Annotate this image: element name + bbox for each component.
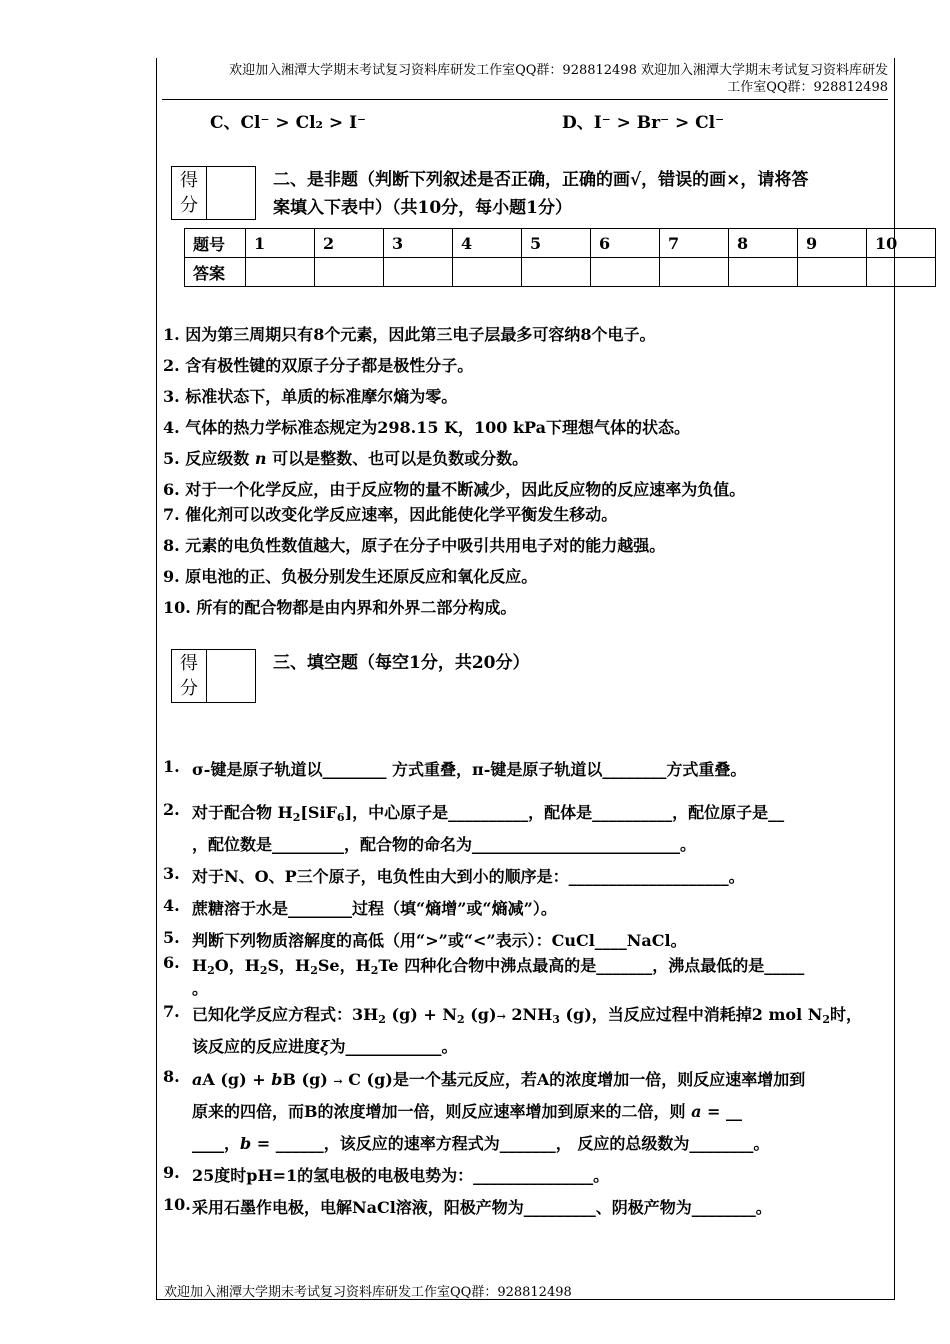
col-number: 6 xyxy=(591,229,660,258)
fill-question-10: 采用石墨作电极，电解NaCl溶液，阳极产物为_________、阴极产物为________。 xyxy=(192,1198,772,1217)
answer-cell[interactable] xyxy=(246,258,315,287)
fill-question-3: 对于N、O、P三个原子，电负性由大到小的顺序是：____________________。 xyxy=(192,867,745,886)
answer-cell[interactable] xyxy=(798,258,867,287)
fill-question-1: σ-键是原子轨道以________ 方式重叠，π-键是原子轨道以________方式重叠。 xyxy=(192,760,747,779)
fill-question-8c: ____，b = ______，该反应的速率方程式为_______， 反应的总级数为________。 xyxy=(192,1134,770,1153)
tf-question-6: 6. 对于一个化学反应，由于反应物的量不断减少，因此反应物的反应速率为负值。 xyxy=(163,480,746,499)
fill-num-1: 1. xyxy=(163,757,180,776)
fill-num-5: 5. xyxy=(163,928,180,947)
answer-table-answer-row xyxy=(185,258,936,287)
fill-question-8b xyxy=(192,1099,742,1122)
fill-num-8: 8. xyxy=(163,1067,180,1086)
tf-question-5-var: n xyxy=(254,449,267,468)
section2-title xyxy=(273,166,808,222)
answer-cell[interactable] xyxy=(660,258,729,287)
fill-q2-sub: 6 xyxy=(336,811,345,824)
fill-question-7b xyxy=(192,1034,458,1057)
score-box-section3 xyxy=(171,649,256,703)
tf-question-4: 4. 气体的热力学标准态规定为298.15 K，100 kPa下理想气体的状态。 xyxy=(163,418,691,437)
section2-title-line1: 二、是非题（判断下列叙述是否正确，正确的画√，错误的画×，请将答 xyxy=(273,170,809,190)
tf-question-7: 7. 催化剂可以改变化学反应速率，因此能使化学平衡发生移动。 xyxy=(163,505,618,524)
fill-q8-var: a xyxy=(691,1102,702,1121)
score-label-bottom: 分 xyxy=(180,678,198,699)
fill-q7-text: 已知化学反应方程式：3H xyxy=(192,1005,379,1024)
section3-title: 三、填空题（每空1分，共20分） xyxy=(273,653,530,673)
fill-q2-sub: 2 xyxy=(292,811,301,824)
row-label-answer: 答案 xyxy=(185,258,246,287)
fill-q8-text: = __ xyxy=(701,1102,743,1121)
score-label xyxy=(172,650,207,703)
fill-q6-text: 四种化合物中沸点最高的是_______，沸点最低的是_____ xyxy=(404,956,805,975)
answer-cell[interactable] xyxy=(867,258,936,287)
fill-q8-text: 原来的四倍，而B的浓度增加一倍，则反应速率增加到原来的二倍，则 xyxy=(192,1102,686,1121)
page-header xyxy=(162,62,888,96)
header-divider xyxy=(162,99,888,100)
fill-q2-text: ]，中心原子是__________，配体是__________，配位原子是__ xyxy=(344,803,785,822)
fill-q7-text: 为____________。 xyxy=(329,1037,458,1056)
answer-cell[interactable] xyxy=(729,258,798,287)
col-number: 5 xyxy=(522,229,591,258)
col-number: 9 xyxy=(798,229,867,258)
fill-question-5: 判断下列物质溶解度的高低（用“>”或“<”表示）：CuCl____NaCl。 xyxy=(192,931,687,950)
fill-question-6b: 。 xyxy=(192,979,209,998)
tf-question-3: 3. 标准状态下，单质的标准摩尔熵为零。 xyxy=(163,387,458,406)
col-number: 4 xyxy=(453,229,522,258)
col-number: 7 xyxy=(660,229,729,258)
fill-question-6: $H_2O$，$H_2S$，$H_2Se$，$H_2Te$ 四种化合物中沸点最高的是_______，沸点最低的是_____ xyxy=(192,956,805,977)
answer-table xyxy=(184,228,936,287)
tf-question-5-prefix: 5. 反应级数 xyxy=(163,449,250,468)
option-c: C、Cl⁻ > Cl₂ > I⁻ xyxy=(210,113,367,133)
score-box-section2 xyxy=(171,166,256,220)
answer-table-number-row xyxy=(185,229,936,258)
fill-q2-text: [SiF xyxy=(300,803,337,822)
col-number: 10 xyxy=(867,229,936,258)
fill-q7-var: ξ xyxy=(320,1037,330,1056)
fill-question-2b: ，配位数是_________，配合物的命名为__________________________。 xyxy=(192,835,697,854)
score-label-top: 得 xyxy=(180,653,198,674)
tf-question-5-text: 可以是整数、也可以是负数或分数。 xyxy=(272,449,529,468)
tf-question-9: 9. 原电池的正、负极分别发生还原反应和氧化反应。 xyxy=(163,567,538,586)
fill-num-3: 3. xyxy=(163,864,180,883)
col-number: 2 xyxy=(315,229,384,258)
score-input-box[interactable] xyxy=(207,167,256,220)
row-label-number: 题号 xyxy=(185,229,246,258)
tf-question-8: 8. 元素的电负性数值越大，原子在分子中吸引共用电子对的能力越强。 xyxy=(163,536,666,555)
answer-cell[interactable] xyxy=(522,258,591,287)
page-footer: 欢迎加入湘潭大学期末考试复习资料库研发工作室QQ群：928812498 xyxy=(164,1285,572,1300)
fill-question-7a: 已知化学反应方程式：$3H_2$ $(g) + N_2$ $(g)\to 2NH_3$ (g)，当反应过程中消耗掉2 mol $N_2$时， xyxy=(192,1005,863,1026)
fill-q7-text: 该反应的反应进度 xyxy=(192,1037,321,1056)
col-number: 3 xyxy=(384,229,453,258)
fill-q8-text: ，该反应的速率方程式为_______， 反应的总级数为________。 xyxy=(323,1134,770,1153)
score-label-bottom: 分 xyxy=(180,195,198,216)
header-line1: 欢迎加入湘潭大学期末考试复习资料库研发工作室QQ群：928812498 欢迎加入湘潭大学期末考试复习资料库研发 xyxy=(229,63,888,78)
fill-num-6: 6. xyxy=(163,953,180,972)
fill-num-7: 7. xyxy=(163,1002,180,1021)
fill-question-8a: aA (g) + bB (g) → C (g)是一个基元反应，若A的浓度增加一倍，则反应速率增加到 xyxy=(192,1070,806,1089)
header-line2: 工作室QQ群：928812498 xyxy=(727,80,888,95)
answer-cell[interactable] xyxy=(453,258,522,287)
option-d: D、I⁻ > Br⁻ > Cl⁻ xyxy=(562,113,725,133)
tf-question-2: 2. 含有极性键的双原子分子都是极性分子。 xyxy=(163,356,474,375)
tf-question-5 xyxy=(163,446,528,469)
answer-cell[interactable] xyxy=(315,258,384,287)
fill-q7-text: 时， xyxy=(830,1005,863,1024)
fill-num-2: 2. xyxy=(163,800,180,819)
score-input-box[interactable] xyxy=(207,650,256,703)
fill-num-4: 4. xyxy=(163,896,180,915)
fill-q8-text: (g)是一个基元反应，若A的浓度增加一倍，则反应速率增加到 xyxy=(366,1070,806,1089)
score-label xyxy=(172,167,207,220)
answer-cell[interactable] xyxy=(384,258,453,287)
answer-cell[interactable] xyxy=(591,258,660,287)
fill-question-2a xyxy=(192,800,784,824)
section2-title-line2: 案填入下表中）（共10分，每小题1分） xyxy=(273,198,572,218)
fill-question-4: 蔗糖溶于水是________过程（填“熵增”或“熵减”）。 xyxy=(192,899,557,918)
fill-num-9: 9. xyxy=(163,1163,180,1182)
score-label-top: 得 xyxy=(180,170,198,191)
fill-num-10: 10. xyxy=(163,1195,191,1214)
fill-q2-text: 对于配合物 H xyxy=(192,803,293,822)
tf-question-10: 10. 所有的配合物都是由内界和外界二部分构成。 xyxy=(163,598,517,617)
col-number: 1 xyxy=(246,229,315,258)
tf-question-1: 1. 因为第三周期只有8个元素，因此第三电子层最多可容纳8个电子。 xyxy=(163,325,656,344)
col-number: 8 xyxy=(729,229,798,258)
fill-question-9: 25度时pH=1的氢电极的电极电势为：_______________。 xyxy=(192,1166,610,1185)
